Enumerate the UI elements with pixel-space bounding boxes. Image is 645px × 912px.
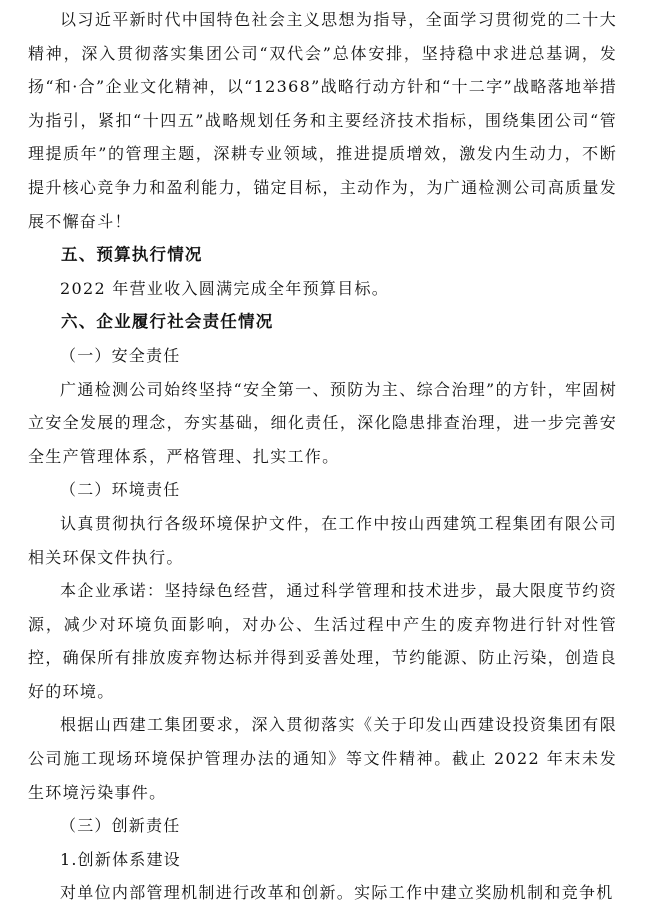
innovation-subheading: 1.创新体系建设 — [60, 849, 181, 869]
innovation-paragraph: 对单位内部管理机制进行改革和创新。实际工作中建立奖励机制和竞争机 — [60, 883, 614, 903]
section-5-heading: 五、预算执行情况 — [61, 245, 203, 265]
section-5-text: 2022 年营业收入圆满完成全年预算目标。 — [60, 278, 390, 298]
intro-paragraph: 以习近平新时代中国特色社会主义思想为指导，全面学习贯彻党的二十大精神，深入贯彻落实集团公司“双代会”总体安排，坚持稳中求进总基调，发扬“和·合”企业文化精神，以“12368”战略行动方针和“十二字”战略落地举措为指引，紧扣“十四五”战略规划任务和主要经济技术指标，围绕集团公司“管理提质年”的管理主题，深耕专业领域，推进提质增效，激发内生动力，不断提升核心竞争力和盈利能力，锚定目标，主动作为，为广通检测公司高质量发展不懈奋斗！ — [28, 10, 617, 231]
environment-heading: （二）环境责任 — [60, 480, 181, 500]
environment-paragraph-1: 认真贯彻执行各级环境保护文件，在工作中按山西建筑工程集团有限公司相关环保文件执行。 — [28, 513, 617, 567]
safety-paragraph: 广通检测公司始终坚持“安全第一、预防为主、综合治理”的方针，牢固树立安全发展的理念，夯实基础，细化责任，深化隐患排查治理，进一步完善安全生产管理体系，严格管理、扎实工作。 — [28, 379, 617, 466]
section-6-heading: 六、企业履行社会责任情况 — [61, 312, 274, 332]
environment-paragraph-2: 本企业承诺：坚持绿色经营，通过科学管理和技术进步，最大限度节约资源，减少对环境负面影响，对办公、生活过程中产生的废弃物进行针对性管控，确保所有排放废弃物达标并得到妥善处理，节约能源、防止污染，创造良好的环境。 — [28, 581, 617, 701]
environment-paragraph-3: 根据山西建工集团要求，深入贯彻落实《关于印发山西建设投资集团有限公司施工现场环境保护管理办法的通知》等文件精神。截止 2022 年末未发生环境污染事件。 — [28, 715, 617, 802]
safety-heading: （一）安全责任 — [60, 345, 181, 365]
innovation-heading: （三）创新责任 — [60, 816, 181, 836]
